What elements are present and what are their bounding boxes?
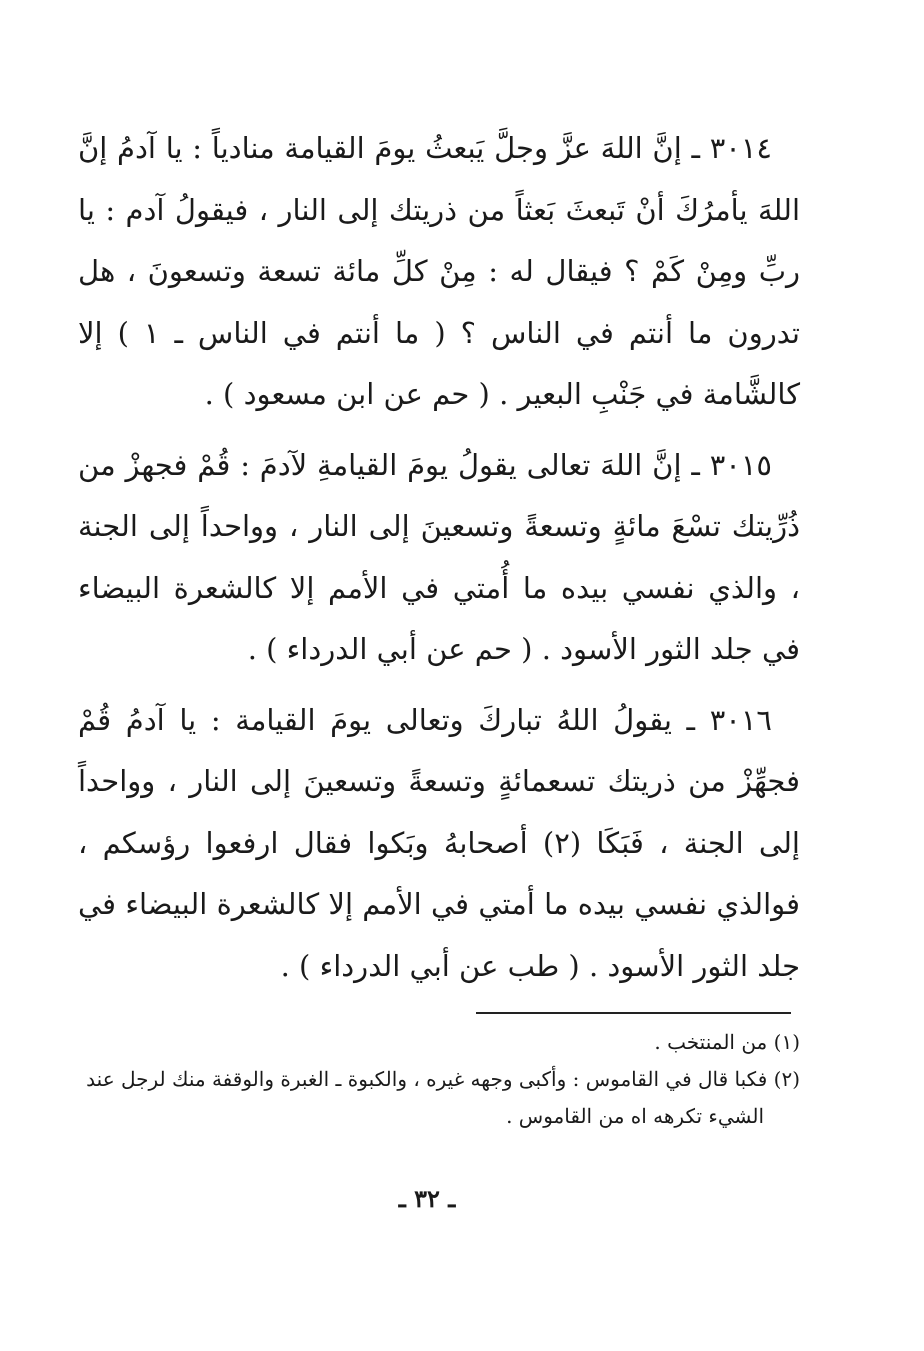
hadith-entry-3015: ٣٠١٥ ـ إنَّ اللهَ تعالى يقولُ يومَ القيامةِ لآدمَ : قُمْ فجهزْ من ذُرِّيتك تسْعَ مائةٍ وتسعةً وتسعينَ إلى النار ، وواحداً إلى الجنة ، والذي نفسي بيده ما أُمتي في الأمم إلا كالشعرة البيضاء في جلد الثور الأسود . ( حم عن أبي الدرداء ) .: [78, 447, 800, 666]
footnote-1: (١) من المنتخب .: [654, 1030, 800, 1054]
footnote-separator: [476, 1012, 791, 1014]
hadith-text-block: [78, 118, 800, 997]
hadith-entry-3014: ٣٠١٤ ـ إنَّ اللهَ عزَّ وجلَّ يَبعثُ يومَ القيامة منادياً : يا آدمُ إنَّ اللهَ يأمرُكَ أنْ تَبعثَ بَعثاً من ذريتك إلى النار ، فيقولُ آدم : يا ربِّ ومِنْ كَمْ ؟ فيقال له : مِنْ كلِّ مائة تسعة وتسعونَ ، هل تدرون ما أنتم في الناس ؟ ( ما أنتم في الناس ـ ١ ) إلا كالشَّامة في جَنْبِ البعير . ( حم عن ابن مسعود ) .: [78, 131, 800, 411]
footnotes-block: [78, 1024, 800, 1135]
hadith-entry-3016: ٣٠١٦ ـ يقولُ اللهُ تباركَ وتعالى يومَ القيامة : يا آدمُ قُمْ فجهِّزْ من ذريتك تسعمائةٍ وتسعةً وتسعينَ إلى النار ، وواحداً إلى الجنة ، فَبَكَا (٢) أصحابهُ وبَكوا فقال ارفعوا رؤسكم ، فوالذي نفسي بيده ما أمتي في الأمم إلا كالشعرة البيضاء في جلد الثور الأسود . ( طب عن أبي الدرداء ) .: [78, 702, 800, 983]
footnote-2: (٢) فكبا قال في القاموس : وأكبى وجهه غيره ، والكبوة ـ الغبرة والوقفة منك لرجل عند الشيء تكرهه اه من القاموس .: [86, 1067, 800, 1128]
page-number: ـ ٣٢ ـ: [398, 1184, 456, 1213]
